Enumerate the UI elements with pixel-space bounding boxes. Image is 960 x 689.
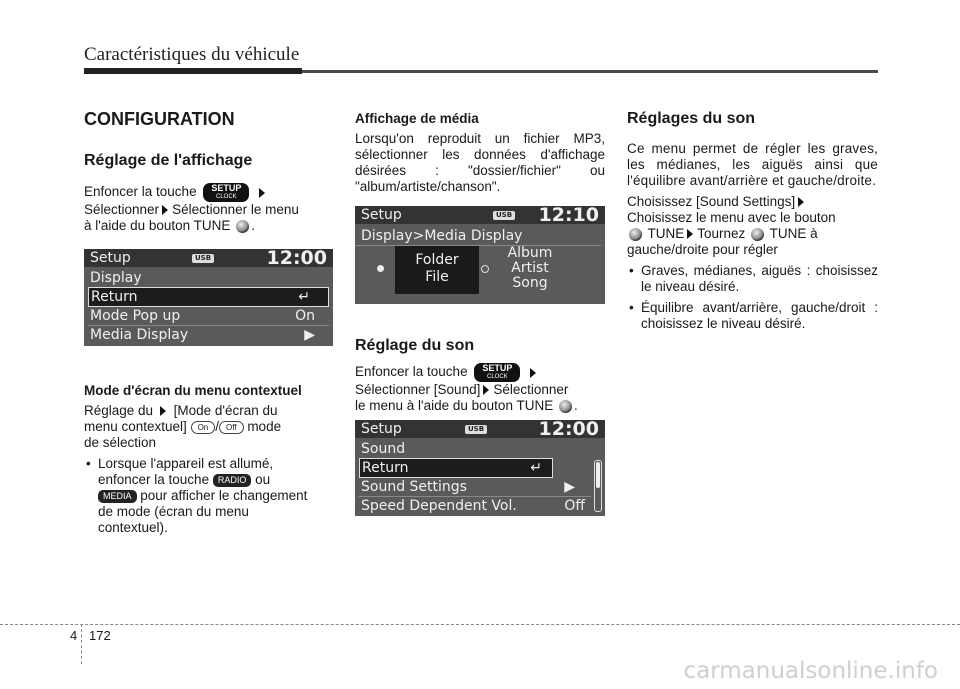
arrow-right-icon bbox=[687, 229, 693, 239]
scrollbar bbox=[594, 460, 602, 512]
media-display-screen-image: Setup USB 12:10 Display>Media Display Folder File Album Artist Song bbox=[355, 206, 605, 304]
footer-rule bbox=[0, 624, 960, 625]
tune-knob-icon bbox=[559, 400, 572, 413]
section-title: CONFIGURATION bbox=[84, 109, 235, 129]
page-number: 172 bbox=[89, 628, 111, 643]
display-setting-title: Réglage de l'affichage bbox=[84, 152, 253, 169]
popup-bullet: • Lorsque l'appareil est allumé, enfoncer la touche RADIO ou MEDIA pour afficher le changement de mode (écran du menu contextuel). bbox=[98, 456, 333, 536]
column-right: Réglages du son Ce menu permet de régler les graves, les médianes, les aiguës ainsi que l'équilibre avant/arrière et gauche/droite. Choisissez [Sound Settings] Choisissez le menu avec le bouton TUNE Tournez TUNE à gauche/droite pour régler • Graves, médianes, aiguës : choisissez le niveau désiré. • Équilibre avant/arrière, gauche/droit : choisissez le niveau désiré. bbox=[627, 111, 878, 337]
tune-knob-icon bbox=[629, 228, 642, 241]
arrow-right-icon bbox=[530, 368, 536, 378]
on-toggle-icon: On bbox=[191, 421, 216, 434]
screen-row-return: Return ↵ bbox=[88, 287, 329, 307]
sound-title: Réglage du son bbox=[355, 337, 475, 354]
screen-row-mode-popup: Mode Pop up On bbox=[90, 308, 315, 324]
watermark: carmanualsonline.info bbox=[683, 658, 938, 684]
media-key: MEDIA bbox=[98, 490, 137, 503]
chapter-number: 4 bbox=[70, 628, 78, 643]
display-instruction-2: Sélectionner Sélectionner le menu bbox=[84, 202, 299, 217]
page-header-title: Caractéristiques du véhicule bbox=[84, 44, 300, 65]
header-rule-accent bbox=[84, 68, 302, 74]
display-instruction-3: à l'aide du bouton TUNE . bbox=[84, 218, 255, 233]
screen-row-media-display: Media Display ▶ bbox=[90, 327, 315, 343]
radio-unselected-icon bbox=[481, 265, 489, 273]
sound-bullet-tones: • Graves, médianes, aiguës : choisissez le niveau désiré. bbox=[641, 263, 878, 295]
popup-mode-section: Mode d'écran du menu contextuel Réglage du [Mode d'écran du menu contextuel] On / Off mode de sélection • Lorsque l'appareil est allumé, enfoncer la touche RADIO ou MEDIA pour afficher le changement de mode (écran du menu contextuel). bbox=[84, 383, 333, 541]
footer-divider bbox=[81, 624, 82, 664]
album-artist-song-option: Album Artist Song bbox=[507, 245, 553, 291]
arrow-right-icon bbox=[160, 406, 166, 416]
arrow-right-icon bbox=[259, 188, 265, 198]
radio-selected-icon bbox=[377, 265, 384, 272]
off-toggle-icon: Off bbox=[219, 421, 244, 434]
popup-mode-title: Mode d'écran du menu contextuel bbox=[84, 383, 302, 398]
tune-knob-icon bbox=[236, 220, 249, 233]
radio-key: RADIO bbox=[213, 474, 252, 487]
sound-section: Réglage du son Enfoncer la touche SETUP CLOCK Sélectionner [Sound] Sélectionner le menu à l'aide du bouton TUNE . Setup USB 12:00 Sound Return ↵ Sound Settings ▶ Speed Dependent Vol. Off bbox=[355, 338, 605, 419]
arrow-right-icon bbox=[162, 205, 168, 215]
sound-settings-intro: Ce menu permet de régler les graves, les médianes, les aiguës ainsi que l'équilibre avant/arrière et gauche/droite. bbox=[627, 141, 878, 188]
column-left bbox=[84, 109, 333, 343]
setup-clock-key: SETUP CLOCK bbox=[474, 363, 520, 382]
display-instruction-1: Enfoncer la touche SETUP CLOCK bbox=[84, 183, 333, 202]
sound-bullet-balance: • Équilibre avant/arrière, gauche/droit : choisissez le niveau désiré. bbox=[641, 300, 878, 332]
setup-clock-key: SETUP CLOCK bbox=[203, 183, 249, 202]
media-display-text: Lorsqu'on reproduit un fichier MP3, sélectionner les données d'affichage désirées : "dossier/fichier" ou "album/artiste/chanson". bbox=[355, 131, 605, 194]
arrow-right-icon bbox=[798, 197, 804, 207]
column-middle bbox=[355, 111, 605, 291]
media-display-title: Affichage de média bbox=[355, 111, 479, 126]
display-screen-image: Setup USB 12:00 Display Return ↵ Mode Pop up On Media Display ▶ bbox=[84, 249, 333, 346]
arrow-right-icon bbox=[483, 385, 489, 395]
tune-knob-icon bbox=[751, 228, 764, 241]
sound-screen-image: Setup USB 12:00 Sound Return ↵ Sound Settings ▶ Speed Dependent Vol. Off bbox=[355, 420, 605, 516]
folder-file-option: Folder File bbox=[395, 246, 479, 294]
sound-settings-title: Réglages du son bbox=[627, 110, 756, 127]
